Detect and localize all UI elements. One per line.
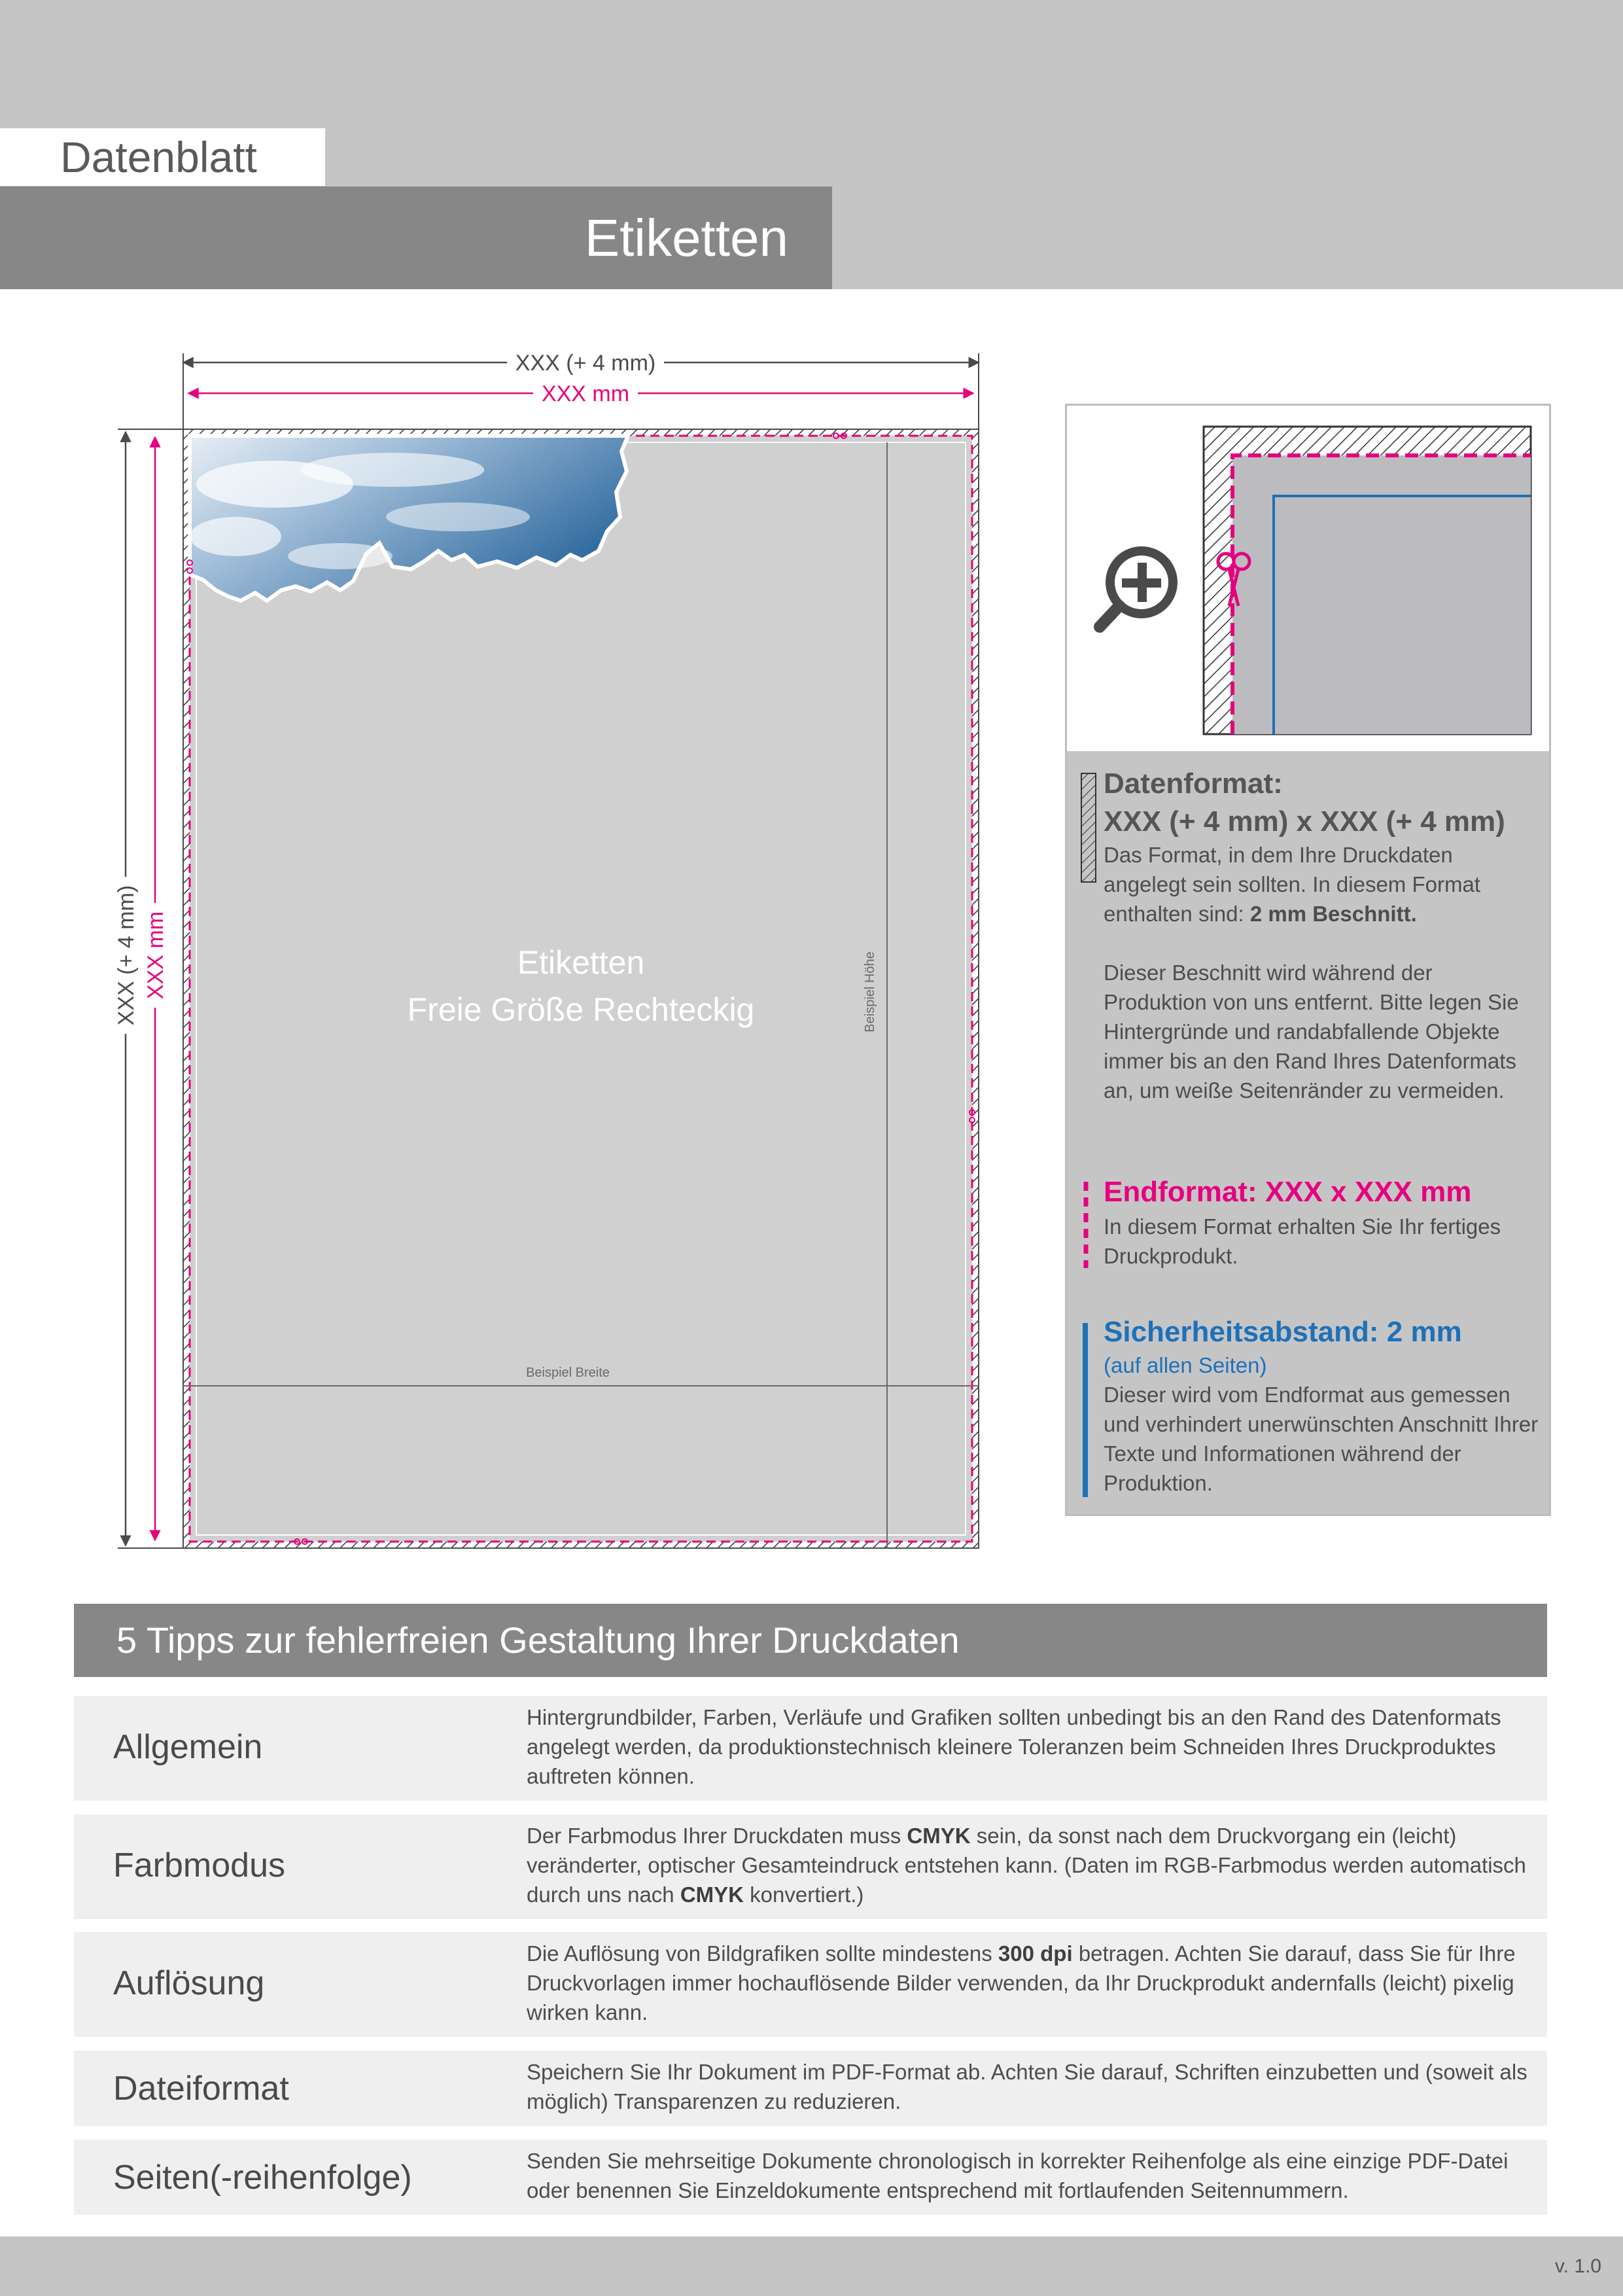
page-subtitle: Datenblatt <box>60 133 257 181</box>
safety-title: Sicherheitsabstand: 2 mm <box>1104 1316 1462 1348</box>
zoom-detail-graphic <box>1067 406 1549 751</box>
diagram-center-title: Etiketten <box>517 944 645 981</box>
tip-row-aufloesung <box>74 1932 1547 2037</box>
endformat-legend-icon <box>1081 1182 1091 1268</box>
tip-description: Hintergrundbilder, Farben, Verläufe und Grafiken sollten unbedingt bis an den Rand des Datenformats angelegt werden, da produktionstechnisch kleinere Toleranzen beim Schneiden Ihres Druckproduktes auftreten können. <box>527 1705 1501 1788</box>
format-diagram <box>0 289 1021 1572</box>
diagram-center-subtitle: Freie Größe Rechteckig <box>407 991 755 1028</box>
tip-row-farbmodus <box>74 1814 1547 1919</box>
zoom-in-icon <box>1100 551 1173 627</box>
tips-title: 5 Tipps zur fehlerfreien Gestaltung Ihrer Druckdaten <box>116 1619 960 1661</box>
safety-legend-icon <box>1083 1323 1088 1497</box>
height-inner-dimension <box>140 437 170 1540</box>
tip-description: Der Farbmodus Ihrer Druckdaten muss CMYK sein, da sonst nach dem Druckvorgang ein (leicht) veränderter, optischer Gesamteindruck entstehen kann. (Daten im RGB-Farbmodus werden automatisch durch uns nach CMYK konvertiert.) <box>527 1824 1526 1907</box>
endformat-title: Endformat: XXX x XXX mm <box>1104 1176 1472 1208</box>
footer-band <box>0 2236 1623 2296</box>
height-inner-label: XXX mm <box>143 911 168 1000</box>
endformat-description: In diesem Format erhalten Sie Ihr fertiges Druckprodukt. <box>1104 1214 1501 1268</box>
tip-row-dateiformat <box>74 2051 1547 2126</box>
width-outer-label: XXX (+ 4 mm) <box>515 351 656 376</box>
tip-label: Allgemein <box>113 1728 263 1766</box>
example-height-label: Beispiel Höhe <box>863 951 877 1033</box>
tip-description: Speichern Sie Ihr Dokument im PDF-Format ab. Achten Sie darauf, Schriften einzubetten und (soweit als möglich) Transparenzen zu reduzieren. <box>527 2060 1527 2113</box>
info-text-panel <box>1067 751 1549 1514</box>
width-inner-dimension <box>188 378 973 408</box>
tip-label: Farbmodus <box>113 1846 285 1884</box>
tip-row-seiten <box>74 2140 1547 2215</box>
tip-description: Senden Sie mehrseitige Dokumente chronologisch in korrekter Reihenfolge als eine einzige PDF-Datei oder benennen Sie Einzeldokumente entsprechend mit fortlaufenden Seitennummern. <box>527 2149 1509 2202</box>
tip-row-allgemein <box>74 1696 1547 1801</box>
bleed-legend-icon <box>1080 772 1097 883</box>
version-label: v. 1.0 <box>1554 2255 1601 2277</box>
tip-label: Dateiformat <box>113 2070 289 2108</box>
height-outer-label: XXX (+ 4 mm) <box>114 885 139 1026</box>
page-title: Etiketten <box>584 209 788 267</box>
datenformat-title: Datenformat: <box>1104 768 1283 800</box>
safety-subtitle: (auf allen Seiten) <box>1104 1353 1267 1377</box>
safety-description: Dieser wird vom Endformat aus gemessen und verhindert unerwünschten Anschnitt Ihrer Texte und Informationen während der Produktion. <box>1104 1383 1539 1495</box>
tip-label: Seiten(-reihenfolge) <box>113 2159 412 2197</box>
tip-description: Die Auflösung von Bildgrafiken sollte mindestens 300 dpi betragen. Achten Sie darauf, dass Sie für Ihre Druckvorlagen immer hochauflösende Bilder verwenden, da Ihr Druckprodukt andernfalls (leicht) pixelig wirken kann. <box>527 1941 1516 2024</box>
bleed-area <box>183 429 979 1548</box>
tip-label: Auflösung <box>113 1964 265 2002</box>
width-inner-label: XXX mm <box>541 381 630 406</box>
datenformat-note: Dieser Beschnitt wird während der Produktion von uns entfernt. Bitte legen Sie Hintergründe und randabfallende Objekte immer bis an den Rand Ihres Datenformats an, um weiße Seitenränder zu vermeiden. <box>1104 961 1519 1103</box>
datenformat-description: Das Format, in dem Ihre Druckdaten angelegt sein sollten. In diesem Format enthalten sind: 2 mm Beschnitt. <box>1104 843 1480 926</box>
example-width-label: Beispiel Breite <box>526 1366 610 1380</box>
datenformat-size: XXX (+ 4 mm) x XXX (+ 4 mm) <box>1104 805 1505 838</box>
zoom-detail <box>1067 406 1549 751</box>
